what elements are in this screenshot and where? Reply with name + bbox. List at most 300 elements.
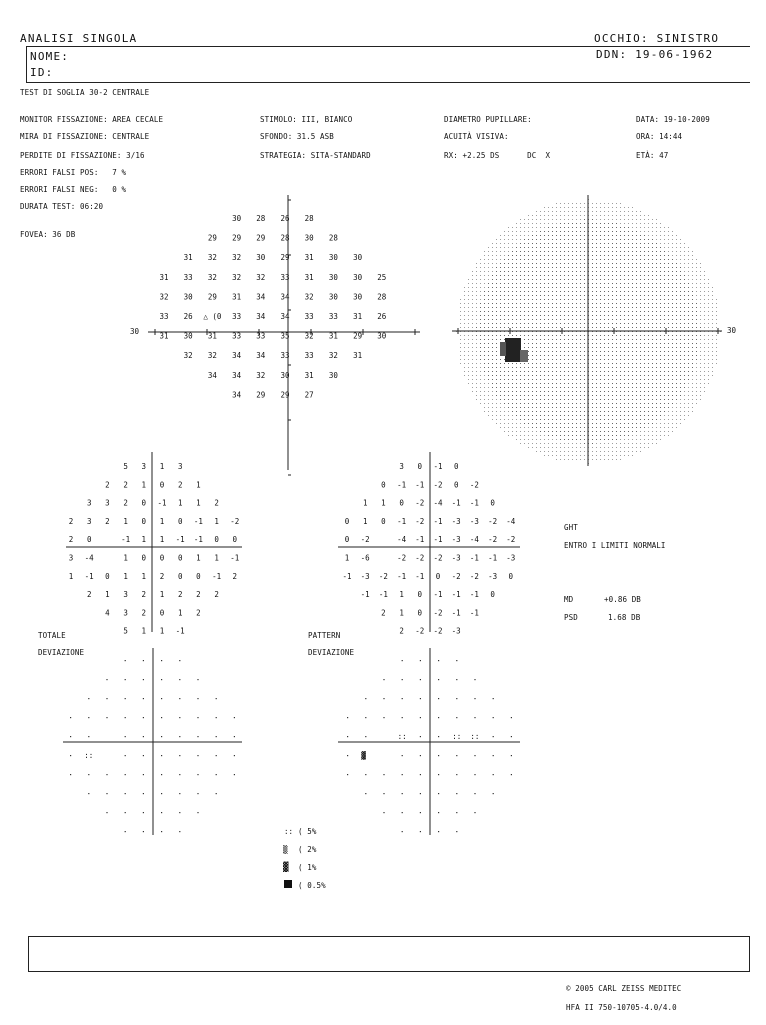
deviation-value: 1 <box>381 498 386 508</box>
legend-05: ( 0.5% <box>298 881 326 890</box>
threshold-value: 33 <box>183 272 193 282</box>
grayscale-axes <box>452 195 722 466</box>
probability-dot <box>161 736 162 737</box>
probability-dot <box>197 698 198 699</box>
deviation-value: 0 <box>344 535 350 545</box>
threshold-value: 34 <box>207 370 217 380</box>
deviation-value: 3 <box>399 462 404 471</box>
threshold-values <box>159 214 386 399</box>
deviation-value: -3 <box>469 516 479 526</box>
threshold-value: 33 <box>232 331 242 341</box>
threshold-value: 30 <box>328 272 338 282</box>
deviation-value: -2 <box>230 516 240 526</box>
deviation-value: -1 <box>415 480 425 490</box>
deviation-value: -2 <box>469 480 479 490</box>
param-line: STRATEGIA: SITA-STANDARD <box>260 151 371 160</box>
probability-dot <box>125 717 126 718</box>
probability-dot <box>511 717 512 718</box>
probability-dot <box>493 755 494 756</box>
threshold-value: 31 <box>159 331 169 341</box>
comment-box-bottom <box>28 971 750 972</box>
deviation-value: -4 <box>433 498 443 508</box>
threshold-value: 31 <box>353 312 363 321</box>
probability-dot <box>125 660 126 661</box>
deviation-value: -1 <box>193 516 203 526</box>
threshold-value: 30 <box>183 331 193 341</box>
threshold-value: 31 <box>183 253 193 263</box>
threshold-value: 34 <box>256 292 266 302</box>
deviation-value: 2 <box>196 590 201 600</box>
deviation-value: 2 <box>399 626 404 636</box>
deviation-value: -1 <box>157 498 167 508</box>
threshold-value: 33 <box>256 331 266 341</box>
deviation-value: 0 <box>141 516 147 526</box>
deviation-value: 0 <box>214 535 219 545</box>
deviation-value: -1 <box>175 535 185 545</box>
probability-dot <box>70 736 71 737</box>
deviation-value: 3 <box>86 498 92 508</box>
probability-dot <box>420 698 421 699</box>
threshold-value: 28 <box>256 214 266 223</box>
eye-label: OCCHIO: SINISTRO <box>594 32 720 45</box>
deviation-value: 3 <box>177 462 183 471</box>
threshold-value: 33 <box>232 312 242 321</box>
probability-dot <box>125 736 126 737</box>
probability-dot <box>106 717 107 718</box>
deviation-value: 0 <box>344 516 350 526</box>
deviation-value: 1 <box>399 590 404 600</box>
report-title: ANALISI SINGOLA <box>20 32 138 45</box>
deviation-value: -1 <box>360 590 370 600</box>
probability-dot <box>197 717 198 718</box>
legend-5: ( 5% <box>298 827 317 836</box>
probability-dot <box>216 736 217 737</box>
deviation-value: 1 <box>399 608 404 618</box>
deviation-value: -1 <box>433 590 443 600</box>
deviation-value: 3 <box>123 590 128 600</box>
probability-dot <box>197 755 198 756</box>
threshold-value: 32 <box>207 272 217 282</box>
deviation-value: 2 <box>196 608 201 618</box>
comment-box-left <box>28 936 29 972</box>
probability-dot <box>402 774 403 775</box>
grayscale-defect <box>500 338 528 362</box>
deviation-value: 1 <box>105 590 110 600</box>
probability-dot <box>179 736 180 737</box>
probability-dot <box>179 698 180 699</box>
probability-dot <box>347 774 348 775</box>
deviation-value: -1 <box>451 608 461 618</box>
deviation-value: -1 <box>193 535 203 545</box>
deviation-value: -1 <box>397 516 407 526</box>
threshold-value: 32 <box>304 331 314 341</box>
deviation-value: 2 <box>105 516 110 526</box>
probability-dot <box>179 831 180 832</box>
deviation-value: -1 <box>415 535 425 545</box>
probability-dot <box>420 812 421 813</box>
deviation-value: -2 <box>433 553 443 563</box>
total-deviation-values <box>69 462 240 636</box>
deviation-value: 1 <box>123 516 128 526</box>
probability-dot <box>474 812 475 813</box>
probability-dot <box>402 698 403 699</box>
deviation-value: -2 <box>433 626 443 636</box>
deviation-value: 0 <box>417 608 423 618</box>
threshold-value: 29 <box>256 233 266 243</box>
deviation-value: 2 <box>123 480 128 490</box>
threshold-value: 31 <box>159 272 169 282</box>
threshold-value: 34 <box>280 312 290 321</box>
deviation-value: 5 <box>123 462 128 471</box>
probability-dot <box>161 717 162 718</box>
probability-dot <box>438 736 439 737</box>
threshold-value: 28 <box>377 292 387 302</box>
deviation-value: -4 <box>397 535 407 545</box>
deviation-value: -1 <box>415 571 425 581</box>
threshold-value: 34 <box>256 351 266 361</box>
ght-label: GHT <box>564 523 578 532</box>
psd-value: 1.68 DB <box>608 613 641 622</box>
probability-dot <box>106 793 107 794</box>
probability-dot <box>106 774 107 775</box>
probability-dot <box>365 698 366 699</box>
probability-dot <box>511 736 512 737</box>
legend-1: ( 1% <box>298 863 317 872</box>
probability-dot <box>493 736 494 737</box>
threshold-value: 32 <box>304 292 314 302</box>
threshold-value: 34 <box>232 390 242 400</box>
threshold-value: 33 <box>280 272 290 282</box>
probability-dot <box>179 660 180 661</box>
probability-dot <box>70 774 71 775</box>
param-line: DATA: 19-10-2009 <box>636 115 710 124</box>
probability-dot <box>420 793 421 794</box>
deviation-value: 0 <box>159 553 165 563</box>
probability-dot <box>493 793 494 794</box>
deviation-value: 1 <box>141 571 147 581</box>
deviation-value: -2 <box>488 516 498 526</box>
probability-dot <box>438 660 439 661</box>
probability-dot <box>474 679 475 680</box>
threshold-value: 30 <box>280 370 290 380</box>
deviation-value: -2 <box>415 626 425 636</box>
param-line: DURATA TEST: 06:20 <box>20 202 104 211</box>
deviation-value: 0 <box>177 553 183 563</box>
probability-dot <box>70 755 71 756</box>
deviation-value: 1 <box>344 553 350 563</box>
threshold-value: 29 <box>280 390 290 400</box>
deviation-value: 1 <box>68 571 74 581</box>
probability-dot <box>438 755 439 756</box>
probability-dot <box>88 774 89 775</box>
deviation-value: -2 <box>488 535 498 545</box>
comment-box-top <box>28 936 750 937</box>
deviation-value: 2 <box>123 498 128 508</box>
deviation-value: -3 <box>488 571 498 581</box>
probability-dot <box>179 679 180 680</box>
probability-dot <box>234 774 235 775</box>
param-line: DIAMETRO PUPILLARE: <box>444 115 532 124</box>
deviation-value: 0 <box>381 480 386 490</box>
deviation-value: 2 <box>141 608 147 618</box>
deviation-value: -1 <box>230 553 240 563</box>
threshold-value: 31 <box>304 370 314 380</box>
threshold-value: 26 <box>183 312 193 321</box>
threshold-value: 28 <box>304 214 314 223</box>
legend-2: ( 2% <box>298 845 317 854</box>
probability-dot <box>179 812 180 813</box>
probability-dot <box>161 793 162 794</box>
threshold-value: 30 <box>377 331 387 341</box>
deviation-value: 1 <box>362 516 368 526</box>
deviation-value: 2 <box>381 608 386 618</box>
threshold-value: 31 <box>232 292 242 302</box>
deviation-value: 0 <box>490 498 495 508</box>
probability-dot <box>216 717 217 718</box>
deviation-value: -1 <box>451 590 461 600</box>
deviation-value: 4 <box>105 608 110 618</box>
deviation-value: 0 <box>177 571 183 581</box>
param-line: ETÀ: 47 <box>636 151 669 160</box>
probability-dot <box>143 660 144 661</box>
deviation-value: 3 <box>68 553 74 563</box>
threshold-value: 26 <box>280 214 290 223</box>
deviation-value: 1 <box>214 553 219 563</box>
probability-dot <box>438 793 439 794</box>
probability-dot <box>456 831 457 832</box>
total-dev-label1: TOTALE <box>38 631 66 640</box>
probability-dot <box>365 736 366 737</box>
probability-dot <box>438 717 439 718</box>
probability-dot <box>402 660 403 661</box>
probability-dot <box>474 755 475 756</box>
threshold-value: 33 <box>304 312 314 321</box>
deviation-value: 1 <box>123 553 128 563</box>
threshold-value: 32 <box>256 272 266 282</box>
param-line: ORA: 14:44 <box>636 132 683 141</box>
probability-dot <box>88 793 89 794</box>
deviation-value: 0 <box>196 571 201 581</box>
deviation-value: 1 <box>159 516 165 526</box>
deviation-value: -3 <box>451 626 461 636</box>
probability-dot <box>143 831 144 832</box>
probability-dot <box>383 774 384 775</box>
deviation-value: -4 <box>469 535 479 545</box>
threshold-value: 28 <box>280 233 290 243</box>
psd-label: PSD <box>564 613 578 622</box>
probability-dot <box>493 774 494 775</box>
deviation-value: 1 <box>159 535 165 545</box>
threshold-value: 32 <box>232 253 242 263</box>
probability-dot <box>234 717 235 718</box>
test-name: TEST DI SOGLIA 30-2 CENTRALE <box>20 88 150 97</box>
threshold-value: 33 <box>159 312 169 321</box>
probability-dot <box>402 679 403 680</box>
threshold-value: 34 <box>232 370 242 380</box>
threshold-value: 30 <box>232 214 242 223</box>
threshold-value: 29 <box>207 233 217 243</box>
param-line: ACUITÀ VISIVA: <box>444 132 509 141</box>
deviation-value: 0 <box>417 590 423 600</box>
probability-dot <box>234 736 235 737</box>
deviation-value: 1 <box>196 480 201 490</box>
probability-dot <box>161 660 162 661</box>
deviation-value: 0 <box>399 498 404 508</box>
probability-dot <box>197 812 198 813</box>
param-line: PERDITE DI FISSAZIONE: 3/16 <box>20 151 145 160</box>
deviation-value: 3 <box>105 498 110 508</box>
probability-dot <box>383 812 384 813</box>
deviation-value: -4 <box>506 516 516 526</box>
probability-dot <box>125 774 126 775</box>
threshold-value: 32 <box>159 292 169 302</box>
probability-dot <box>143 774 144 775</box>
deviation-value: -2 <box>415 516 425 526</box>
probability-dot <box>88 736 89 737</box>
probability-dot <box>161 812 162 813</box>
name-field: NOME: <box>30 50 70 63</box>
probability-symbol: :: <box>84 751 94 760</box>
probability-dot <box>420 831 421 832</box>
probability-dot <box>402 793 403 794</box>
deviation-value: -1 <box>397 480 407 490</box>
deviation-value: 0 <box>490 590 495 600</box>
threshold-value: 31 <box>207 331 217 341</box>
probability-dot <box>234 755 235 756</box>
threshold-value: 32 <box>232 272 242 282</box>
id-field: ID: <box>30 66 54 79</box>
probability-dot <box>88 698 89 699</box>
deviation-value: 0 <box>141 553 147 563</box>
deviation-value: 2 <box>68 535 74 545</box>
md-label: MD <box>564 595 574 604</box>
probability-dot <box>347 717 348 718</box>
deviation-value: -1 <box>433 462 443 471</box>
deviation-value: 3 <box>86 516 92 526</box>
param-line: ERRORI FALSI NEG: 0 % <box>20 185 127 194</box>
probability-symbol: :: <box>470 732 480 741</box>
probability-dot <box>420 736 421 737</box>
deviation-value: -1 <box>433 516 443 526</box>
deviation-value: 1 <box>141 535 147 545</box>
probability-dot <box>70 717 71 718</box>
deviation-value: -1 <box>397 571 407 581</box>
deviation-value: 1 <box>362 498 368 508</box>
threshold-value: 31 <box>328 331 338 341</box>
deviation-value: 2 <box>232 571 238 581</box>
probability-dot <box>365 774 366 775</box>
threshold-value: 32 <box>328 351 338 361</box>
probability-dot <box>456 812 457 813</box>
md-value: +0.86 DB <box>604 595 641 604</box>
probability-dot <box>365 793 366 794</box>
ght-value: ENTRO I LIMITI NORMALI <box>564 541 666 550</box>
deviation-value: 0 <box>159 608 165 618</box>
threshold-value: 33 <box>304 351 314 361</box>
probability-dot <box>179 717 180 718</box>
probability-dot <box>197 774 198 775</box>
probability-dot <box>161 831 162 832</box>
deviation-value: -1 <box>121 535 131 545</box>
probability-dot <box>88 717 89 718</box>
threshold-value: △ (0 <box>203 312 222 321</box>
probability-dot <box>474 793 475 794</box>
deviation-value: 0 <box>435 571 441 581</box>
threshold-axis-label: 30 <box>130 327 140 336</box>
probability-dot <box>179 774 180 775</box>
probability-dot <box>125 812 126 813</box>
deviation-value: -3 <box>506 553 516 563</box>
deviation-value: -2 <box>415 498 425 508</box>
probability-dot <box>197 679 198 680</box>
probability-dot <box>347 736 348 737</box>
deviation-value: 0 <box>105 571 110 581</box>
probability-dot <box>456 698 457 699</box>
threshold-value: 30 <box>304 233 314 243</box>
threshold-value: 32 <box>207 351 217 361</box>
probability-dot <box>402 812 403 813</box>
threshold-value: 30 <box>328 292 338 302</box>
threshold-value: 30 <box>353 292 363 302</box>
probability-dot <box>420 717 421 718</box>
probability-dot <box>474 717 475 718</box>
deviation-value: -2 <box>469 571 479 581</box>
probability-dot <box>493 698 494 699</box>
legend-symbols <box>283 827 293 888</box>
probability-dot <box>161 679 162 680</box>
device-model: HFA II 750-10705-4.0/4.0 <box>566 1003 677 1012</box>
deviation-value: -1 <box>342 571 352 581</box>
probability-symbol: :: <box>397 732 407 741</box>
probability-dot <box>438 774 439 775</box>
fovea-value: FOVEA: 36 DB <box>20 230 76 239</box>
deviation-value: -1 <box>84 571 94 581</box>
deviation-value: 2 <box>68 516 74 526</box>
deviation-value: 0 <box>453 480 459 490</box>
threshold-value: 28 <box>328 233 338 243</box>
deviation-value: 1 <box>214 516 219 526</box>
deviation-value: 0 <box>381 516 386 526</box>
comment-box-right <box>749 936 750 972</box>
threshold-value: 33 <box>280 351 290 361</box>
legend-05-icon <box>284 880 292 888</box>
deviation-value: -2 <box>378 571 388 581</box>
probability-dot <box>143 793 144 794</box>
param-line: MONITOR FISSAZIONE: AREA CECALE <box>20 115 164 124</box>
probability-dot <box>143 717 144 718</box>
threshold-value: 31 <box>304 253 314 263</box>
deviation-value: 0 <box>86 535 92 545</box>
deviation-value: -3 <box>451 535 461 545</box>
grayscale-axis-label: 30 <box>727 326 737 335</box>
probability-dot <box>511 774 512 775</box>
deviation-value: 2 <box>86 590 92 600</box>
deviation-value: -1 <box>469 498 479 508</box>
threshold-value: 34 <box>280 292 290 302</box>
probability-dot <box>456 774 457 775</box>
total-dev-label2: DEVIAZIONE <box>38 648 85 657</box>
probability-dot <box>511 755 512 756</box>
deviation-value: 0 <box>232 535 238 545</box>
deviation-value: -2 <box>415 553 425 563</box>
probability-dot <box>106 812 107 813</box>
probability-dot <box>383 793 384 794</box>
probability-dot <box>420 774 421 775</box>
deviation-value: 0 <box>508 571 514 581</box>
probability-dot <box>161 698 162 699</box>
probability-dot <box>383 717 384 718</box>
deviation-value: -3 <box>360 571 370 581</box>
